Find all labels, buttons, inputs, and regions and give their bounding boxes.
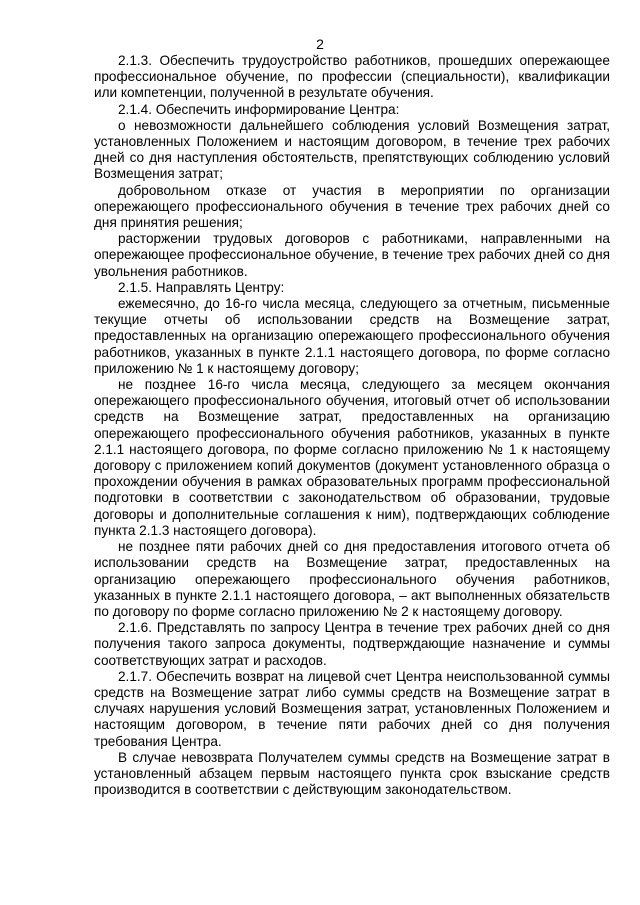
paragraph-2-1-7-note: В случае невозврата Получателем суммы средств на Возмещение затрат в установленный абзацем первым настоящего пункта срок взыскание средств производится в соответствии с действующим законодательством. [94,749,610,798]
paragraph-2-1-5-item-2: не позднее 16-го числа месяца, следующего за месяцем окончания опережающего профессионального обучения, итоговый отчет об использовании средств на Возмещение затрат, предоставленных на организацию опережающего профессионального обучения работников, указанных в пункте 2.1.1 настоящего договора, по форме согласно приложению № 1 к настоящему договору с приложением копий документов (документ установленного образца о прохождении обучения в рамках образовательных программ профессиональной подготовки в соответствии с законодательством об образовании, трудовые договоры и дополнительные соглашения к ним), подтверждающих соблюдение пункта 2.1.3 настоящего договора). [94,377,610,538]
paragraph-2-1-7: 2.1.7. Обеспечить возврат на лицевой счет Центра неиспользованной суммы средств на Возмещение затрат либо суммы средств на Возмещение затрат в случаях нарушения условий Возмещения затрат, установленных Положением и настоящим договором, в течение пяти рабочих дней со дня получения требования Центра. [94,668,610,749]
paragraph-2-1-4-item-3: расторжении трудовых договоров с работниками, направленными на опережающее профессиональное обучение, в течение трех рабочих дней со дня увольнения работников. [94,231,610,279]
paragraph-2-1-5-item-1: ежемесячно, до 16-го числа месяца, следующего за отчетным, письменные текущие отчеты об использовании средств на Возмещение затрат, предоставленных на организацию опережающего профессионального обучения работников, указанных в пункте 2.1.1 настоящего договора, по форме согласно приложению № 1 к настоящему договору; [94,296,610,376]
document-body [94,53,610,798]
paragraph-2-1-6: 2.1.6. Представлять по запросу Центра в течение трех рабочих дней со дня получения такого запроса документы, подтверждающие назначение и суммы соответствующих затрат и расходов. [94,620,610,668]
paragraph-2-1-5-item-3: не позднее пяти рабочих дней со дня предоставления итогового отчета об использовании средств на Возмещение затрат, предоставленных на организацию опережающего профессионального обучения работников, указанных в пункте 2.1.1 настоящего договора, – акт выполненных обязательств по договору по форме согласно приложению № 2 к настоящему договору. [94,539,610,619]
paragraph-2-1-4: 2.1.4. Обеспечить информирование Центра: [118,101,400,117]
paragraph-2-1-3: 2.1.3. Обеспечить трудоустройство работников, прошедших опережающее профессиональное обучение, по профессии (специальности), квалификации или компетенции, полученной в результате обучения. [94,53,610,101]
page-number: 2 [316,36,324,52]
paragraph-2-1-4-item-2: добровольном отказе от участия в мероприятии по организации опережающего профессионального обучения в течение трех рабочих дней со дня принятия решения; [94,182,610,231]
paragraph-2-1-5: 2.1.5. Направлять Центру: [118,279,285,295]
paragraph-2-1-4-item-1: о невозможности дальнейшего соблюдения условий Возмещения затрат, установленных Положением и настоящим договором, в течение трех рабочих дней со дня наступления обстоятельств, препятствующих соблюдению условий Возмещения затрат; [94,117,610,182]
